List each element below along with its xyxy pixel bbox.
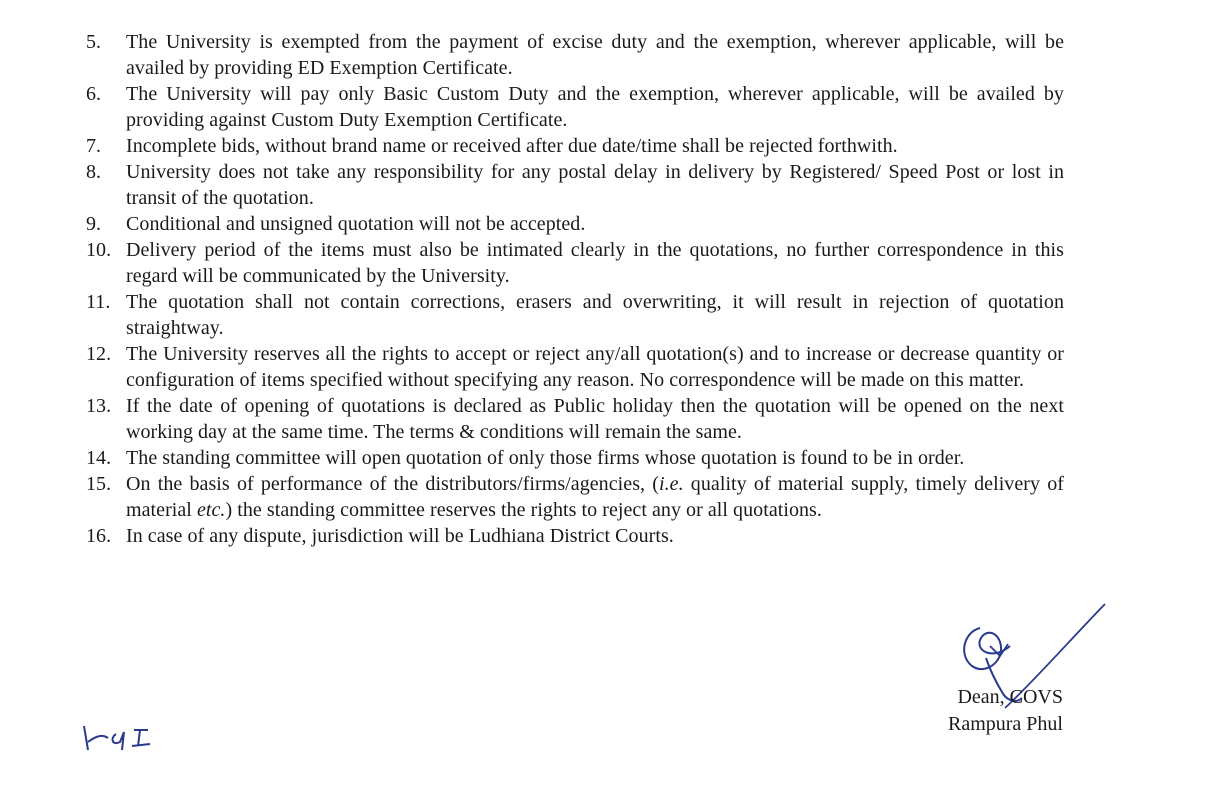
list-item bbox=[86, 471, 1064, 523]
term-number: 12. bbox=[86, 343, 112, 365]
term-text: The University reserves all the rights to accept or reject any/all quotation(s) and to increase or decrease quantity or configuration of items specified without specifying any reason. No correspondence will be made on this matter. bbox=[126, 343, 1064, 391]
signatory-place: Rampura Phul bbox=[948, 713, 1063, 735]
term-text-italic: i.e. bbox=[658, 473, 684, 495]
list-item bbox=[86, 81, 1064, 133]
term-text: If the date of opening of quotations is declared as Public holiday then the quotation will be opened on the next working day at the same time. The terms & conditions will remain the same. bbox=[126, 395, 1064, 443]
list-item bbox=[86, 211, 1064, 237]
list-item bbox=[86, 393, 1064, 445]
list-item bbox=[86, 445, 1064, 471]
term-text: Conditional and unsigned quotation will not be accepted. bbox=[126, 213, 586, 235]
list-item bbox=[86, 133, 1064, 159]
term-text-part: ) the standing committee reserves the rights to reject any or all quotations. bbox=[225, 499, 822, 521]
term-text-part: On the basis of performance of the distributors/firms/agencies, ( bbox=[126, 473, 659, 495]
term-text: The University will pay only Basic Custom Duty and the exemption, wherever applicable, will be availed by providing against Custom Duty Exemption Certificate. bbox=[126, 83, 1064, 131]
term-number: 10. bbox=[86, 239, 112, 261]
signature-block bbox=[948, 684, 1063, 738]
term-number: 6. bbox=[86, 83, 102, 105]
term-text: In case of any dispute, jurisdiction will be Ludhiana District Courts. bbox=[126, 525, 674, 547]
term-text: Incomplete bids, without brand name or received after due date/time shall be rejected forthwith. bbox=[126, 135, 898, 157]
list-item bbox=[86, 159, 1064, 211]
term-text: The University is exempted from the payment of excise duty and the exemption, wherever applicable, will be availed by providing ED Exemption Certificate. bbox=[126, 31, 1064, 79]
terms-list bbox=[86, 29, 1064, 549]
term-number: 5. bbox=[86, 31, 102, 53]
term-text-part: quality of material supply, timely delivery of material bbox=[126, 473, 1064, 521]
term-number: 11. bbox=[86, 291, 111, 313]
term-number: 9. bbox=[86, 213, 102, 235]
handwritten-initials bbox=[78, 716, 168, 756]
term-text: Delivery period of the items must also be intimated clearly in the quotations, no further correspondence in this regard will be communicated by the University. bbox=[126, 239, 1064, 287]
term-number: 7. bbox=[86, 135, 102, 157]
list-item bbox=[86, 237, 1064, 289]
term-number: 14. bbox=[86, 447, 112, 469]
term-text: The standing committee will open quotation of only those firms whose quotation is found to be in order. bbox=[126, 447, 965, 469]
term-number: 8. bbox=[86, 161, 102, 183]
term-text: University does not take any responsibility for any postal delay in delivery by Registered/ Speed Post or lost in transit of the quotation. bbox=[126, 161, 1064, 209]
list-item bbox=[86, 341, 1064, 393]
list-item bbox=[86, 29, 1064, 81]
term-number: 15. bbox=[86, 473, 112, 495]
term-text bbox=[126, 473, 1064, 521]
term-number: 16. bbox=[86, 525, 112, 547]
term-text-italic: etc. bbox=[196, 499, 226, 521]
list-item bbox=[86, 523, 1064, 549]
term-number: 13. bbox=[86, 395, 112, 417]
list-item bbox=[86, 289, 1064, 341]
term-text: The quotation shall not contain corrections, erasers and overwriting, it will result in rejection of quotation straightway. bbox=[126, 291, 1064, 339]
signatory-title: Dean, COVS bbox=[957, 686, 1063, 708]
